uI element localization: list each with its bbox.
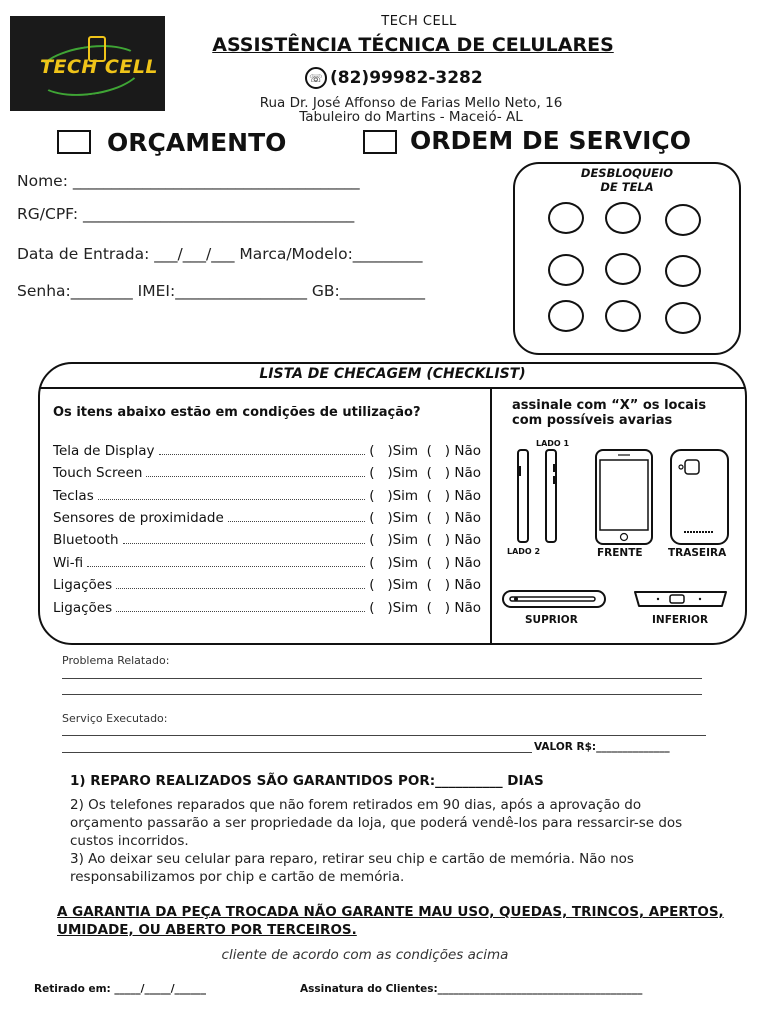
term-2: 2) Os telefones reparados que não forem retirados em 90 dias, após a aprovação do orçamento passarão a ser propriedade da loja, que poderá vendê-los para ressarcir-se dos custos incorridos.	[70, 797, 683, 849]
checklist-item-label: Ligações	[53, 600, 113, 616]
address	[0, 96, 768, 124]
address-line1: Rua Dr. José Affonso de Farias Mello Neto, 16	[259, 95, 563, 111]
budget-checkbox[interactable]	[57, 130, 91, 154]
warranty-warning: A GARANTIA DA PEÇA TROCADA NÃO GARANTE MAU USO, QUEDAS, TRINCOS, APERTOS, UMIDADE, OU ABERTO POR TERCEIROS.	[57, 904, 724, 938]
dot-leader	[87, 556, 365, 567]
service-line[interactable]	[62, 752, 532, 753]
phone-side-left-icon[interactable]	[518, 450, 528, 542]
address-line2: Tabuleiro do Martins - Maceió- AL	[299, 109, 523, 125]
checklist-item[interactable]	[53, 465, 481, 481]
checklist-item-label: Tela de Display	[53, 443, 155, 459]
checklist-question: Os itens abaixo estão em condições de utilização?	[53, 405, 421, 420]
pattern-dot[interactable]	[665, 255, 701, 287]
pattern-dot[interactable]	[548, 300, 584, 332]
page-title: ASSISTÊNCIA TÉCNICA DE CELULARES	[212, 34, 614, 56]
phone-side-right-icon[interactable]	[546, 450, 556, 542]
checklist-item-label: Ligações	[53, 577, 113, 593]
top-label: SUPRIOR	[525, 614, 578, 626]
phone-number: (82)99982-3282	[330, 68, 483, 88]
service-line[interactable]	[62, 735, 706, 736]
dot-leader	[123, 533, 366, 544]
yes-no-options[interactable]: ( )Sim ( ) Não	[369, 555, 481, 571]
warranty-term: 1) REPARO REALIZADOS SÃO GARANTIDOS POR:__________ DIAS	[70, 773, 544, 789]
problem-label: Problema Relatado:	[62, 654, 170, 667]
divider	[40, 387, 745, 389]
bottom-label: INFERIOR	[652, 614, 709, 626]
dot-leader	[146, 466, 365, 477]
checklist-item[interactable]	[53, 510, 481, 526]
yes-no-options[interactable]: ( )Sim ( ) Não	[369, 465, 481, 481]
client-signature-field[interactable]: Assinatura do Clientes:_______________________________________	[300, 983, 643, 995]
side1-label: LADO 1	[536, 439, 570, 448]
device-diagrams	[500, 436, 740, 636]
pattern-dot[interactable]	[605, 253, 641, 285]
checklist-item[interactable]	[53, 488, 481, 504]
pattern-dot[interactable]	[548, 202, 584, 234]
name-field[interactable]: Nome: _____________________________________	[17, 172, 360, 190]
back-label: TRASEIRA	[668, 547, 727, 559]
checklist-item[interactable]	[53, 532, 481, 548]
phone-bottom-edge-icon[interactable]	[635, 592, 726, 606]
password-imei-gb-field[interactable]: Senha:________ IMEI:_________________ GB:___________	[17, 282, 425, 300]
checklist-item-label: Sensores de proximidade	[53, 510, 224, 526]
side2-label: LADO 2	[507, 547, 541, 556]
checklist-item-label: Bluetooth	[53, 532, 119, 548]
dot-leader	[228, 511, 365, 522]
front-label: FRENTE	[597, 547, 643, 559]
dot-leader	[116, 601, 365, 612]
problem-line[interactable]	[62, 678, 702, 679]
checklist-item[interactable]	[53, 443, 481, 459]
service-label: Serviço Executado:	[62, 712, 168, 725]
yes-no-options[interactable]: ( )Sim ( ) Não	[369, 577, 481, 593]
yes-no-options[interactable]: ( )Sim ( ) Não	[369, 510, 481, 526]
checklist-item[interactable]	[53, 600, 481, 616]
agreement-text: cliente de acordo com as condições acima	[221, 947, 509, 963]
phone-line	[305, 67, 483, 89]
value-field[interactable]: VALOR R$:______________	[534, 741, 670, 753]
unlock-title: DESBLOQUEIO DE TELA	[580, 166, 674, 194]
company-name: TECH CELL	[381, 14, 457, 29]
dot-leader	[98, 489, 365, 500]
problem-line[interactable]	[62, 694, 702, 695]
checklist-item[interactable]	[53, 555, 481, 571]
dot-leader	[116, 578, 365, 589]
divider	[490, 388, 492, 643]
yes-no-options[interactable]: ( )Sim ( ) Não	[369, 443, 481, 459]
unlock-pattern-box	[513, 162, 741, 355]
checklist-title: LISTA DE CHECAGEM (CHECKLIST)	[259, 366, 526, 382]
withdrawn-date-field[interactable]: Retirado em: _____/_____/______	[34, 983, 207, 995]
whatsapp-icon: ☏	[305, 67, 327, 89]
yes-no-options[interactable]: ( )Sim ( ) Não	[369, 600, 481, 616]
service-order-checkbox[interactable]	[363, 130, 397, 154]
term-3: 3) Ao deixar seu celular para reparo, retirar seu chip e cartão de memória. Não nos responsabilizamos por chip e cartão de memória.	[70, 851, 634, 885]
checklist-item-label: Touch Screen	[53, 465, 143, 481]
pattern-dot[interactable]	[605, 202, 641, 234]
dot-leader	[159, 444, 366, 455]
service-order-label: ORDEM DE SERVIÇO	[410, 126, 692, 155]
checklist-item-label: Wi-fi	[53, 555, 84, 571]
pattern-dot[interactable]	[548, 254, 584, 286]
yes-no-options[interactable]: ( )Sim ( ) Não	[369, 532, 481, 548]
rg-cpf-field[interactable]: RG/CPF: ___________________________________	[17, 205, 355, 223]
checklist-item-label: Teclas	[53, 488, 94, 504]
logo-text: TECH CELL	[40, 56, 159, 78]
pattern-dot[interactable]	[665, 302, 701, 334]
pattern-dot[interactable]	[605, 300, 641, 332]
yes-no-options[interactable]: ( )Sim ( ) Não	[369, 488, 481, 504]
damage-instructions: assinale com “X” os locais com possíveis avarias	[512, 398, 707, 428]
pattern-dot[interactable]	[665, 204, 701, 236]
checklist-item[interactable]	[53, 577, 481, 593]
phone-top-edge-icon[interactable]	[503, 591, 605, 607]
budget-label: ORÇAMENTO	[107, 128, 287, 157]
entry-date-model-field[interactable]: Data de Entrada: ___/___/___ Marca/Modelo:_________	[17, 245, 423, 263]
